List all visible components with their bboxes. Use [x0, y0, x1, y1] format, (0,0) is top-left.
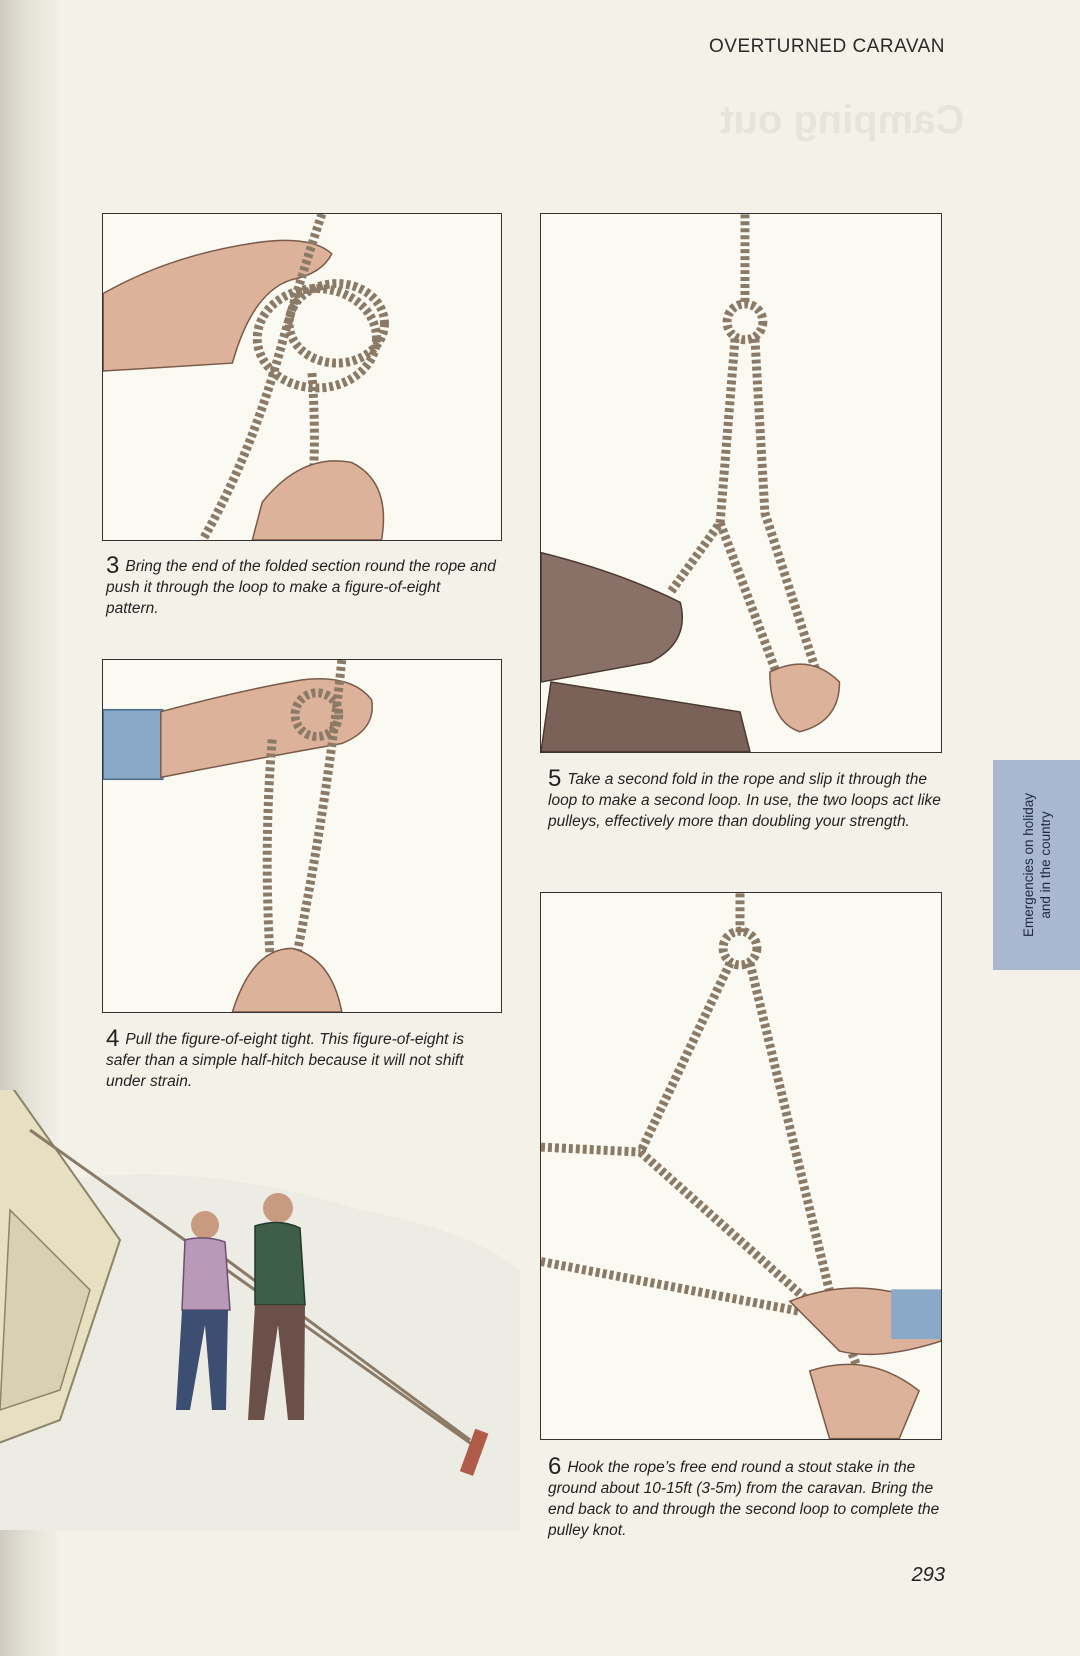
side-tab-line-2: and in the country — [1037, 811, 1053, 919]
knot-coil-drawing — [103, 214, 501, 540]
step-3-caption — [106, 552, 496, 619]
show-through-text: Camping out — [720, 98, 965, 142]
step-5-illustration — [540, 213, 942, 753]
step-6-text: Hook the rope’s free end round a stout stake in the ground about 10-15ft (3-5m) from the caravan. Bring the end back to and through the second loop to complete the pulley knot. — [548, 1459, 940, 1539]
step-3-illustration — [102, 213, 502, 541]
step-4-caption — [106, 1025, 496, 1092]
step-5-number: 5 — [548, 765, 562, 792]
step-6-illustration — [540, 892, 942, 1440]
step-3-text: Bring the end of the folded section round the rope and push it through the loop to make a figure-of-eight pattern. — [106, 558, 496, 617]
side-tab-label — [1020, 765, 1054, 965]
step-4-illustration — [102, 659, 502, 1013]
second-loop-drawing — [541, 214, 941, 752]
step-4-number: 4 — [106, 1025, 120, 1052]
step-4-text: Pull the figure-of-eight tight. This figure-of-eight is safer than a simple half-hitch because it will not shift under strain. — [106, 1031, 464, 1090]
page-number: 293 — [911, 1564, 945, 1586]
pulley-knot-drawing — [541, 893, 941, 1439]
chapter-side-tab — [993, 760, 1080, 970]
step-5-text: Take a second fold in the rope and slip it through the loop to make a second loop. In use, the two loops act like pulleys, effectively more than doubling your strength. — [548, 771, 941, 830]
step-3-number: 3 — [106, 552, 120, 579]
figure-eight-drawing — [103, 660, 501, 1012]
people-pulling-rope-drawing — [0, 1090, 520, 1530]
step-6-caption — [548, 1453, 953, 1541]
section-header: OVERTURNED CARAVAN — [709, 36, 945, 57]
caravan-scene-illustration — [0, 1090, 520, 1530]
step-5-caption — [548, 765, 948, 832]
side-tab-line-1: Emergencies on holiday — [1020, 792, 1036, 938]
step-6-number: 6 — [548, 1453, 562, 1480]
